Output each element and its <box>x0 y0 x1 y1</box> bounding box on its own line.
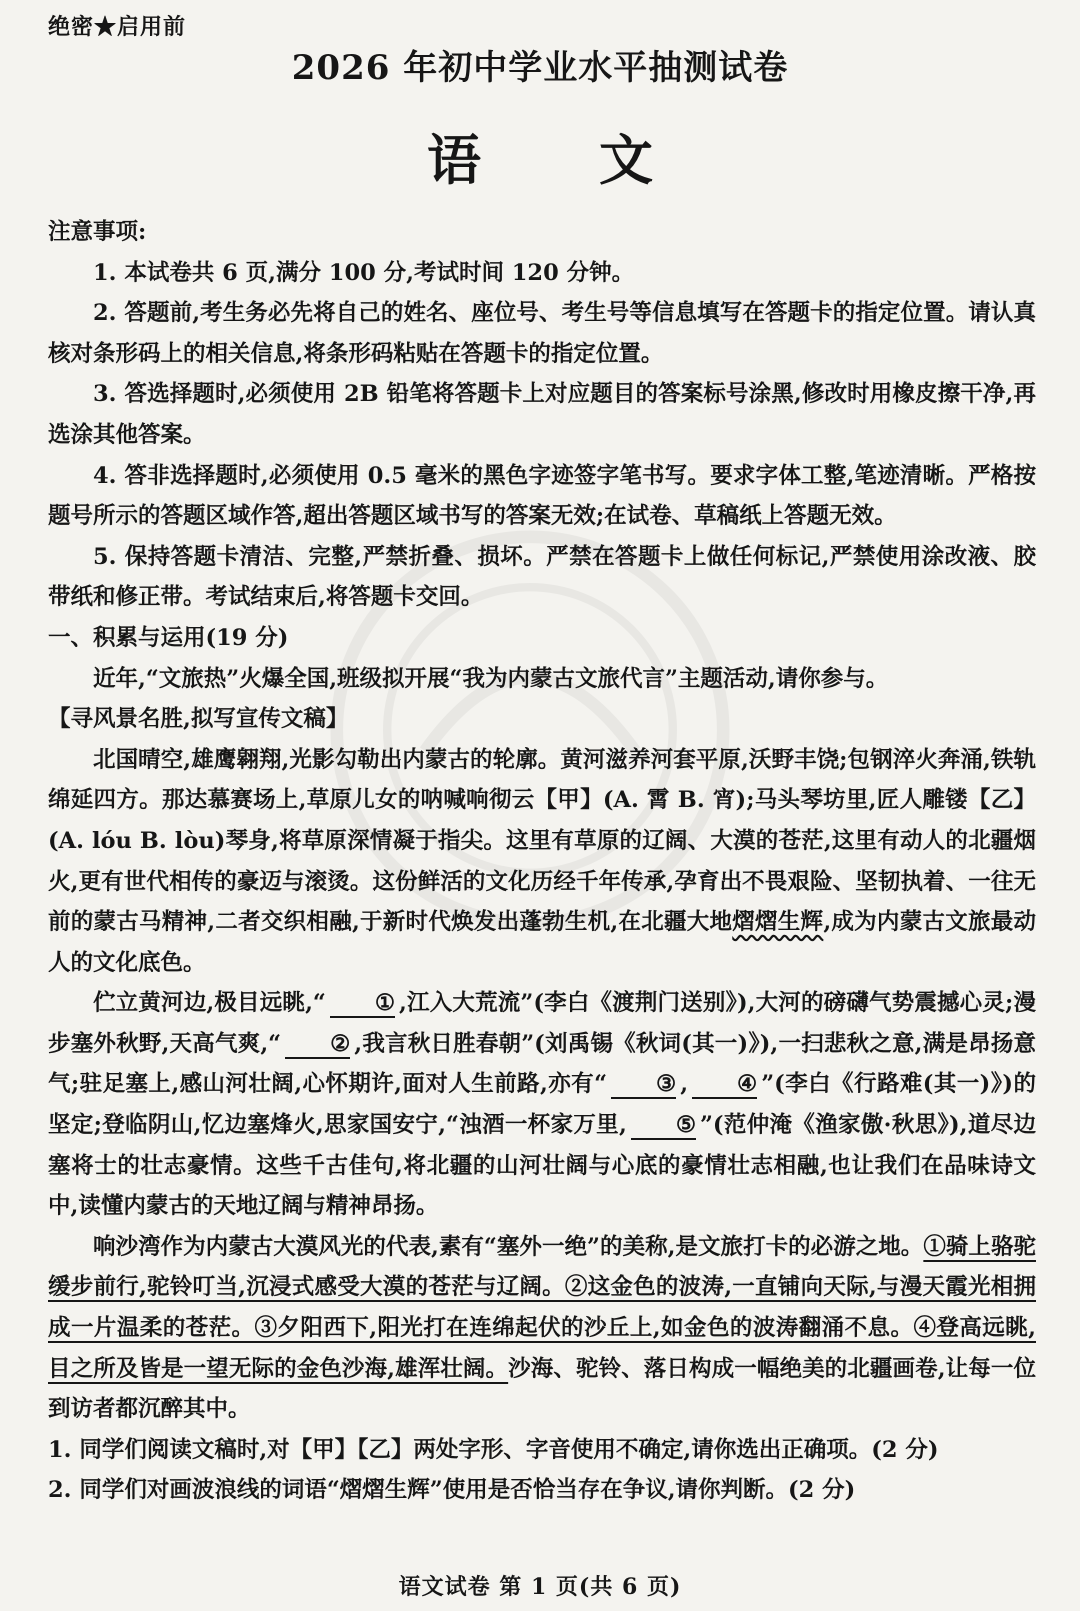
fill-blank-4[interactable]: ④ <box>692 1071 757 1099</box>
fill-blank-5[interactable]: ⑤ <box>631 1112 696 1140</box>
secret-label: 绝密★启用前 <box>48 14 187 40</box>
question-2: 2. 同学们对画波浪线的词语“熠熠生辉”使用是否恰当存在争议,请你判断。(2 分) <box>48 1477 856 1504</box>
fill-blank-1[interactable]: ① <box>330 990 395 1018</box>
passage-paragraph-1 <box>48 740 1036 984</box>
fill-blank-2[interactable]: ② <box>285 1031 350 1059</box>
passage-text: 沙海、驼铃、落日构成一幅绝美的北疆画卷,让每一位到访者都沉醉其中。 <box>48 1355 1036 1423</box>
note-item: 3. 答选择题时,必须使用 2B 铅笔将答题卡上对应题目的答案标号涂黑,修改时用橡皮擦干净,再选涂其他答案。 <box>48 381 1036 448</box>
underlined-sentences: ①骑上骆驼缓步前行,驼铃叮当,沉浸式感受大漠的苍茫与辽阔。②这金色的波涛,一直铺向天际,与漫天霞光相拥成一片温柔的苍茫。③夕阳西下,阳光打在连绵起伏的沙丘上,如金色的波涛翻涌不息。④登高远眺,目之所及皆是一望无际的金色沙海,雄浑壮阔。 <box>48 1233 1036 1382</box>
passage-paragraph-3 <box>48 1227 1036 1430</box>
subject-title: 语文 <box>427 128 771 192</box>
note-item: 1. 本试卷共 6 页,满分 100 分,考试时间 120 分钟。 <box>93 259 635 286</box>
section-heading: 一、积累与运用(19 分) <box>48 624 289 651</box>
notes-title: 注意事项: <box>48 219 147 245</box>
passage-text: ”(李白《行路难(其一)》)的坚定;登临阴山,忆边塞烽火,思家国安宁,“浊酒一杯家万里, <box>48 1071 1036 1139</box>
exam-title: 2026 年初中学业水平抽测试卷 <box>291 48 789 88</box>
passage-text: 北国晴空,雄鹰翱翔,光影勾勒出内蒙古的轮廓。黄河滋养河套平原,沃野丰饶;包钢淬火奔涌,铁轨绵延四方。那达慕赛场上,草原儿女的呐喊响彻云【甲】(A. 霄 B. 宵);马头琴坊里,匠人雕镂【乙】(A. lóu B. lòu)琴身,将草原深情凝于指尖。这里有草原的辽阔、大漠的苍茫,这里有动人的北疆烟火,更有世代相传的豪迈与滚烫。这份鲜活的文化历经千年传承,孕育出不畏艰险、坚韧执着、一往无前的蒙古马精神,二者交织相融,于新时代焕发出蓬勃生机,在北疆大地 <box>48 746 1036 936</box>
section-intro: 近年,“文旅热”火爆全国,班级拟开展“我为内蒙古文旅代言”主题活动,请你参与。 <box>93 665 889 692</box>
passage-text: 伫立黄河边,极目远眺,“ <box>93 990 326 1017</box>
passage-text: ,我言秋日胜春朝”(刘禹锡《秋词(其一)》),一扫悲秋之意,满是昂扬意气;驻足塞上,感山河壮阔,心怀期许,面对人生前路,亦有“ <box>48 1030 1037 1098</box>
passage-text: 响沙湾作为内蒙古大漠风光的代表,素有“塞外一绝”的美称,是文旅打卡的必游之地。 <box>93 1233 924 1260</box>
passage-text: ,成为内蒙古文旅最动人的文化底色。 <box>48 909 1036 976</box>
exam-body <box>48 212 1036 1511</box>
question-1: 1. 同学们阅读文稿时,对【甲】【乙】两处字形、字音使用不确定,请你选出正确项。(2 分) <box>48 1436 939 1463</box>
page-footer: 语文试卷 第 1 页(共 6 页) <box>398 1574 682 1600</box>
passage-paragraph-2 <box>48 983 1036 1227</box>
sub-heading: 【寻风景名胜,拟写宣传文稿】 <box>48 706 349 733</box>
note-item: 4. 答非选择题时,必须使用 0.5 毫米的黑色字迹签字笔书写。要求字体工整,笔迹清晰。严格按题号所示的答题区域作答,超出答题区域书写的答案无效;在试卷、草稿纸上答题无效。 <box>48 462 1036 530</box>
note-item: 5. 保持答题卡清洁、完整,严禁折叠、损坏。严禁在答题卡上做任何标记,严禁使用涂改液、胶带纸和修正带。考试结束后,将答题卡交回。 <box>48 543 1036 611</box>
passage-text: , <box>680 1071 689 1098</box>
fill-blank-3[interactable]: ③ <box>611 1071 676 1099</box>
passage-text: ,江入大荒流”(李白《渡荆门送别》),大河的磅礴气势震撼心灵;漫步塞外秋野,天高气爽,“ <box>48 990 1036 1057</box>
passage-text: ”(范仲淹《渔家傲·秋思》),道尽边塞将士的壮志豪情。这些千古佳句,将北疆的山河壮阔与心底的豪情壮志相融,也让我们在品味诗文中,读懂内蒙古的天地辽阔与精神昂扬。 <box>48 1112 1036 1220</box>
note-item: 2. 答题前,考生务必先将自己的姓名、座位号、考生号等信息填写在答题卡的指定位置。请认真核对条形码上的相关信息,将条形码粘贴在答题卡的指定位置。 <box>48 300 1036 367</box>
wavy-underlined-word: 熠熠生辉 <box>732 909 824 936</box>
